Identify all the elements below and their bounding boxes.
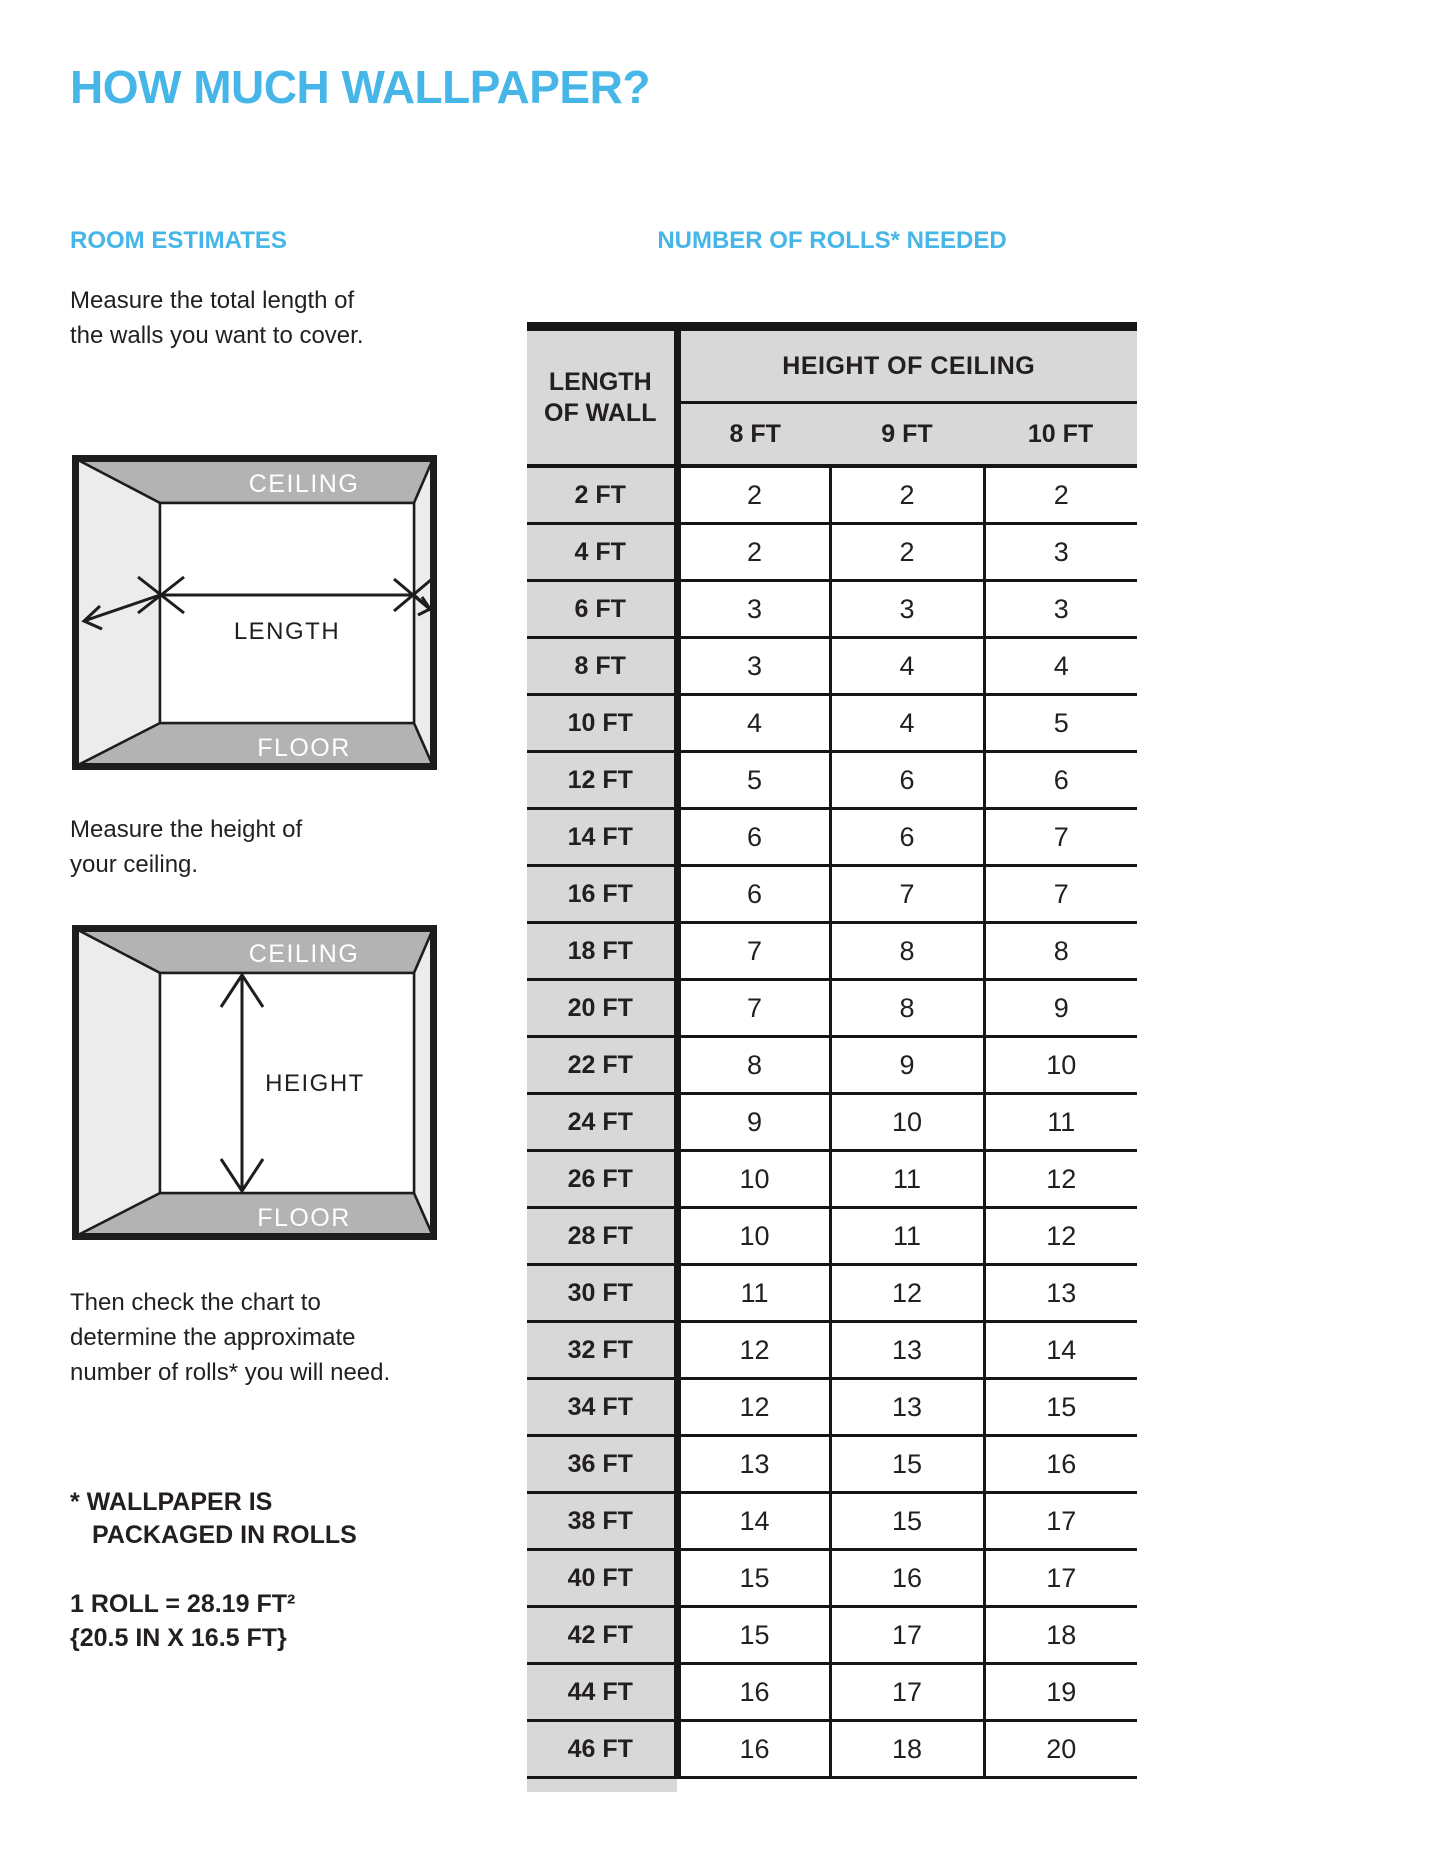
rolls-value-cell: 17 [984, 1493, 1137, 1550]
wall-length-cell: 32 FT [527, 1322, 677, 1379]
rolls-value-cell: 17 [984, 1550, 1137, 1607]
rolls-value-cell: 16 [984, 1436, 1137, 1493]
rolls-value-cell: 4 [830, 695, 984, 752]
table-header-row-1 [527, 327, 1137, 403]
rolls-footnote [70, 1486, 357, 1552]
rolls-value-cell: 9 [984, 980, 1137, 1037]
step1-line2: the walls you want to cover. [70, 322, 364, 349]
rolls-value-cell: 8 [677, 1037, 830, 1094]
wall-length-cell: 34 FT [527, 1379, 677, 1436]
table-row [527, 1379, 1137, 1436]
rolls-value-cell: 10 [677, 1151, 830, 1208]
rolls-value-cell: 20 [984, 1721, 1137, 1778]
rolls-value-cell: 15 [677, 1607, 830, 1664]
table-row [527, 1094, 1137, 1151]
rolls-value-cell: 18 [984, 1607, 1137, 1664]
floor-label: FLOOR [257, 734, 351, 762]
room-length-illustration [72, 455, 437, 770]
height-of-ceiling-header: HEIGHT OF CEILING [677, 327, 1137, 403]
rolls-value-cell: 15 [677, 1550, 830, 1607]
wall-length-cell: 30 FT [527, 1265, 677, 1322]
rolls-value-cell: 4 [677, 695, 830, 752]
rolls-value-cell: 15 [830, 1493, 984, 1550]
table-row [527, 752, 1137, 809]
rolls-value-cell: 3 [677, 581, 830, 638]
table-row [527, 638, 1137, 695]
col-header-10ft: 10 FT [984, 403, 1137, 467]
wall-length-cell: 28 FT [527, 1208, 677, 1265]
rolls-value-cell: 7 [677, 980, 830, 1037]
rolls-value-cell: 14 [984, 1322, 1137, 1379]
roll-size-info [70, 1587, 295, 1655]
rolls-value-cell: 6 [830, 809, 984, 866]
wall-length-cell: 42 FT [527, 1607, 677, 1664]
rolls-value-cell: 14 [677, 1493, 830, 1550]
table-row [527, 524, 1137, 581]
step3-line1: Then check the chart to [70, 1289, 321, 1316]
rolls-value-cell: 13 [677, 1436, 830, 1493]
wall-length-cell: 18 FT [527, 923, 677, 980]
rolls-value-cell: 8 [984, 923, 1137, 980]
rolls-value-cell: 16 [677, 1721, 830, 1778]
rolls-value-cell: 5 [677, 752, 830, 809]
rolls-value-cell: 3 [677, 638, 830, 695]
step1-line1: Measure the total length of [70, 287, 355, 314]
rolls-value-cell: 4 [830, 638, 984, 695]
step3-text [70, 1285, 390, 1390]
table-row [527, 1664, 1137, 1721]
rolls-value-cell: 16 [830, 1550, 984, 1607]
footnote-line2: PACKAGED IN ROLLS [92, 1521, 357, 1549]
rolls-value-cell: 7 [830, 866, 984, 923]
rolls-value-cell: 11 [830, 1151, 984, 1208]
rolls-value-cell: 12 [677, 1322, 830, 1379]
height-diagram [72, 925, 437, 1240]
rolls-value-cell: 6 [830, 752, 984, 809]
rolls-value-cell: 19 [984, 1664, 1137, 1721]
rolls-value-cell: 2 [677, 524, 830, 581]
wall-length-cell: 12 FT [527, 752, 677, 809]
rolls-value-cell: 17 [830, 1607, 984, 1664]
col-header-9ft: 9 FT [830, 403, 984, 467]
table-row [527, 1436, 1137, 1493]
rolls-value-cell: 12 [830, 1265, 984, 1322]
rolls-value-cell: 8 [830, 923, 984, 980]
table-row [527, 466, 1137, 524]
step3-line3: number of rolls* you will need. [70, 1359, 391, 1386]
left-wall-panel [76, 459, 160, 766]
floor-label: FLOOR [257, 1204, 351, 1232]
page-title: HOW MUCH WALLPAPER? [70, 61, 650, 113]
rolls-value-cell: 16 [677, 1664, 830, 1721]
rolls-value-cell: 4 [984, 638, 1137, 695]
wall-length-cell: 14 FT [527, 809, 677, 866]
table-row [527, 1607, 1137, 1664]
rolls-value-cell: 15 [984, 1379, 1137, 1436]
wall-length-cell: 20 FT [527, 980, 677, 1037]
rolls-value-cell: 12 [677, 1379, 830, 1436]
step2-line2: your ceiling. [70, 851, 199, 878]
left-wall-panel [76, 929, 160, 1236]
wall-length-cell: 46 FT [527, 1721, 677, 1778]
table-row [527, 581, 1137, 638]
wall-length-cell: 10 FT [527, 695, 677, 752]
rolls-value-cell: 6 [677, 809, 830, 866]
table-row [527, 923, 1137, 980]
rolls-value-cell: 2 [677, 466, 830, 524]
table-row [527, 1208, 1137, 1265]
table-row [527, 809, 1137, 866]
room-height-illustration [72, 925, 437, 1240]
row-header-line2: OF WALL [544, 398, 657, 427]
rolls-value-cell: 13 [830, 1322, 984, 1379]
table-row [527, 695, 1137, 752]
rolls-value-cell: 11 [830, 1208, 984, 1265]
rolls-value-cell: 2 [830, 524, 984, 581]
wall-length-cell: 16 FT [527, 866, 677, 923]
wall-length-cell: 38 FT [527, 1493, 677, 1550]
step1-text [70, 283, 363, 353]
wall-length-cell: 4 FT [527, 524, 677, 581]
wall-length-cell: 44 FT [527, 1664, 677, 1721]
length-of-wall-header [527, 327, 677, 467]
rolls-value-cell: 12 [984, 1208, 1137, 1265]
wall-length-cell: 24 FT [527, 1094, 677, 1151]
rolls-value-cell: 12 [984, 1151, 1137, 1208]
rolls-value-cell: 9 [677, 1094, 830, 1151]
rolls-value-cell: 10 [677, 1208, 830, 1265]
rolls-value-cell: 11 [677, 1265, 830, 1322]
step2-text [70, 812, 302, 882]
rolls-value-cell: 2 [830, 466, 984, 524]
wall-length-cell: 26 FT [527, 1151, 677, 1208]
rolls-value-cell: 3 [984, 581, 1137, 638]
rolls-value-cell: 3 [830, 581, 984, 638]
wall-length-cell: 36 FT [527, 1436, 677, 1493]
wall-length-cell: 6 FT [527, 581, 677, 638]
rolls-value-cell: 11 [984, 1094, 1137, 1151]
length-label: LENGTH [233, 618, 341, 645]
rolls-value-cell: 18 [830, 1721, 984, 1778]
step3-line2: determine the approximate [70, 1324, 356, 1351]
rolls-value-cell: 7 [984, 866, 1137, 923]
rolls-value-cell: 13 [984, 1265, 1137, 1322]
rolls-table-wrap [527, 322, 1137, 1792]
rolls-value-cell: 6 [677, 866, 830, 923]
rolls-value-cell: 6 [984, 752, 1137, 809]
step2-line1: Measure the height of [70, 816, 303, 843]
rolls-value-cell: 8 [830, 980, 984, 1037]
rolls-value-cell: 17 [830, 1664, 984, 1721]
rolls-value-cell: 5 [984, 695, 1137, 752]
rolls-value-cell: 10 [984, 1037, 1137, 1094]
roll-dimensions: {20.5 IN X 16.5 FT} [70, 1624, 287, 1652]
rolls-table-body [527, 466, 1137, 1778]
rolls-value-cell: 10 [830, 1094, 984, 1151]
table-row [527, 866, 1137, 923]
rolls-value-cell: 3 [984, 524, 1137, 581]
table-row [527, 1721, 1137, 1778]
rolls-value-cell: 7 [677, 923, 830, 980]
row-header-line1: LENGTH [548, 367, 652, 396]
wall-length-cell: 22 FT [527, 1037, 677, 1094]
wall-length-cell: 8 FT [527, 638, 677, 695]
ceiling-label: CEILING [248, 470, 360, 498]
table-row [527, 1550, 1137, 1607]
wall-length-cell: 2 FT [527, 466, 677, 524]
table-row [527, 1493, 1137, 1550]
footnote-line1: * WALLPAPER IS [70, 1488, 273, 1516]
rolls-value-cell: 2 [984, 466, 1137, 524]
table-row [527, 1265, 1137, 1322]
rolls-value-cell: 7 [984, 809, 1137, 866]
back-wall-panel [160, 503, 414, 723]
rolls-table [527, 322, 1137, 1779]
table-row [527, 980, 1137, 1037]
table-row [527, 1151, 1137, 1208]
rolls-value-cell: 13 [830, 1379, 984, 1436]
table-row [527, 1322, 1137, 1379]
col-header-8ft: 8 FT [677, 403, 830, 467]
ceiling-label: CEILING [248, 940, 360, 968]
room-estimates-heading: ROOM ESTIMATES [70, 227, 287, 254]
rolls-value-cell: 9 [830, 1037, 984, 1094]
wall-length-cell: 40 FT [527, 1550, 677, 1607]
height-label: HEIGHT [265, 1070, 365, 1097]
length-diagram [72, 455, 437, 770]
left-column-gray-tail [527, 1779, 677, 1792]
rolls-value-cell: 15 [830, 1436, 984, 1493]
roll-area: 1 ROLL = 28.19 FT² [70, 1590, 296, 1618]
rolls-table-heading: NUMBER OF ROLLS* NEEDED [657, 227, 1007, 254]
table-row [527, 1037, 1137, 1094]
